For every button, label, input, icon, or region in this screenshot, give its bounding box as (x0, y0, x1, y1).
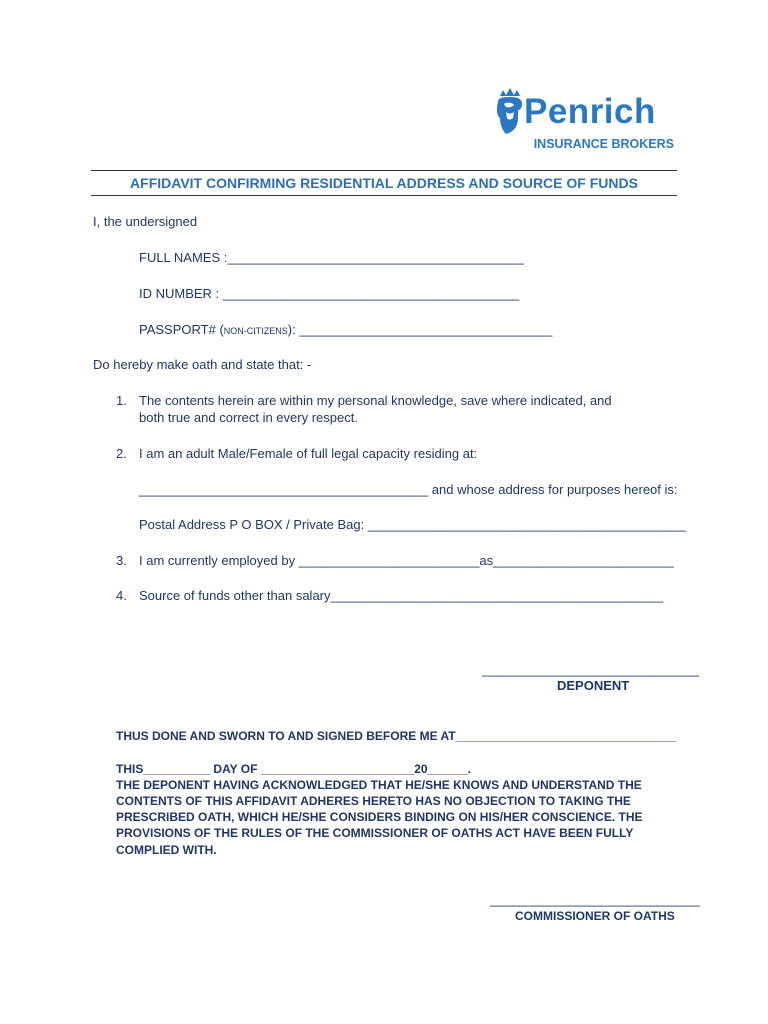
commissioner-label: COMMISSIONER OF OATHS (515, 909, 675, 923)
item-1-line-1: The contents herein are within my personal knowledge, save where indicated, and (139, 393, 612, 408)
full-names-field: FULL NAMES :_________________________________________ (139, 250, 524, 265)
passport-note: NON-CITIZENS (223, 326, 288, 336)
source-of-funds-line: Source of funds other than salary______________________________________________ (139, 588, 664, 603)
deponent-label: DEPONENT (557, 678, 630, 693)
item-number: 1. (116, 393, 127, 408)
oath-text: Do hereby make oath and state that: - (93, 357, 312, 372)
id-number-field: ID NUMBER : _________________________________________ (139, 286, 520, 301)
residential-address-line: ________________________________________ and whose address for purposes hereof is: (139, 482, 678, 497)
brand-name: Penrich (524, 92, 656, 131)
passport-line: ): ___________________________________ (287, 322, 553, 337)
postal-address-line: Postal Address P O BOX / Private Bag: ____________________________________________ (139, 517, 686, 532)
sworn-place-line: THUS DONE AND SWORN TO AND SIGNED BEFORE ME AT_________________________________ (116, 729, 676, 743)
intro-text: I, the undersigned (93, 214, 198, 229)
title-rule-top (91, 170, 677, 171)
passport-label: PASSPORT# ( (139, 322, 224, 337)
item-number: 3. (116, 553, 127, 568)
sworn-body-line-3: PRESCRIBED OATH, WHICH HE/SHE CONSIDERS BINDING ON HIS/HER CONSCIENCE. THE (116, 810, 643, 824)
sworn-body-line-4: PROVISIONS OF THE RULES OF THE COMMISSIONER OF OATHS ACT HAVE BEEN FULLY (116, 826, 634, 840)
lion-crown-icon (494, 88, 526, 136)
document-title: AFFIDAVIT CONFIRMING RESIDENTIAL ADDRESS AND SOURCE OF FUNDS (130, 175, 638, 191)
commissioner-signature-line: _____________________________ (490, 892, 700, 907)
sworn-body-line-5: COMPLIED WITH. (116, 843, 217, 857)
deponent-signature-line: ______________________________ (482, 662, 699, 677)
sworn-body-line-2: CONTENTS OF THIS AFFIDAVIT ADHERES HERETO HAS NO OBJECTION TO TAKING THE (116, 794, 631, 808)
item-number: 2. (116, 446, 127, 461)
company-logo (494, 88, 676, 154)
sworn-date-line: THIS__________ DAY OF _______________________20______. (116, 762, 471, 776)
brand-tagline: INSURANCE BROKERS (533, 137, 674, 151)
passport-field (139, 322, 552, 339)
item-number: 4. (116, 588, 127, 603)
item-2-line-1: I am an adult Male/Female of full legal capacity residing at: (139, 446, 478, 461)
item-1-line-2: both true and correct in every respect. (139, 410, 358, 425)
sworn-body-line-1: THE DEPONENT HAVING ACKNOWLEDGED THAT HE/SHE KNOWS AND UNDERSTAND THE (116, 778, 642, 792)
title-rule-bottom (91, 195, 677, 196)
employment-line: I am currently employed by _________________________as_________________________ (139, 553, 674, 568)
